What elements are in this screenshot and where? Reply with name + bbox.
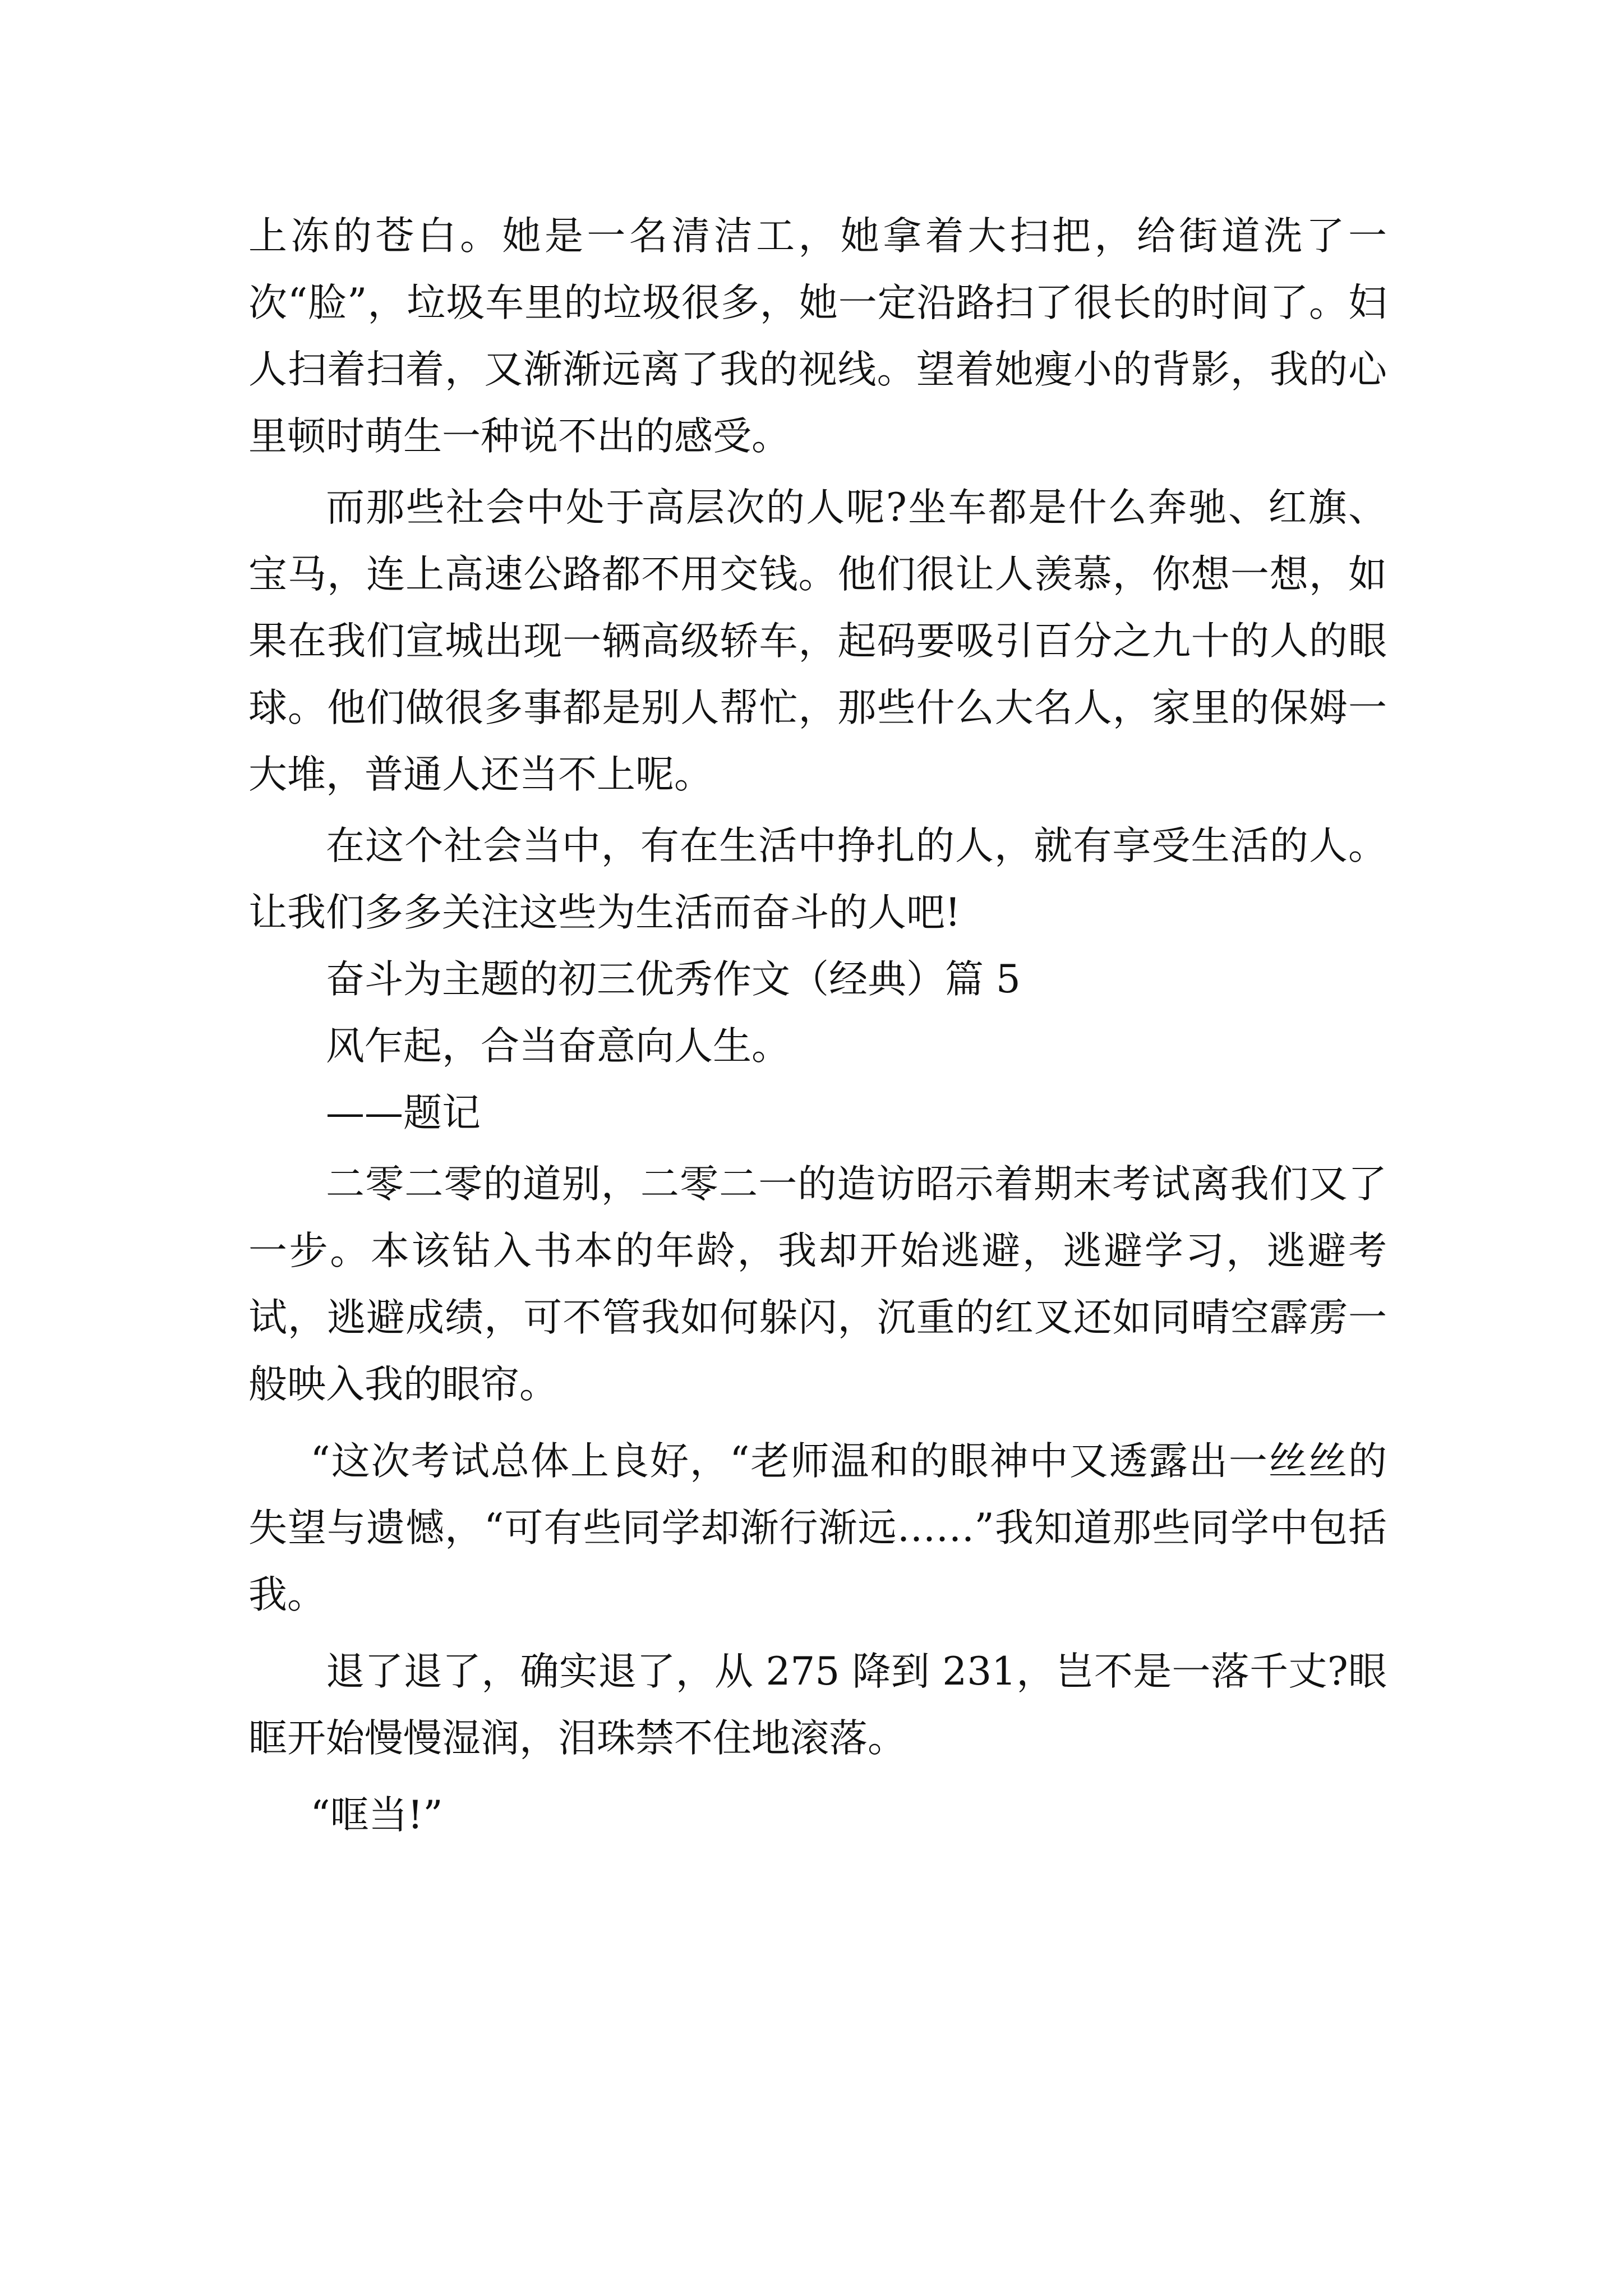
paragraph-score-drop: 退了退了，确实退了，从 275 降到 231，岂不是一落千丈?眼眶开始慢慢湿润，泪珠禁不住地滚落。 <box>248 1649 1387 1761</box>
paragraph-high-society: 而那些社会中处于高层次的人呢?坐车都是什么奔驰、红旗、宝马，连上高速公路都不用交钱。他们很让人羡慕，你想一想，如果在我们宣城出现一辆高级轿车，起码要吸引百分之九十的人的眼球。他们做很多事都是别人帮忙，那些什么大名人，家里的保姆一大堆，普通人还当不上呢。 <box>248 485 1387 797</box>
paragraph-conclusion: 在这个社会当中，有在生活中挣扎的人，就有享受生活的人。让我们多多关注这些为生活而奋斗的人吧! <box>248 823 1387 935</box>
paragraph-sound: “哐当!” <box>310 1793 443 1838</box>
paragraph-exam-intro: 二零二零的道别，二零二一的造访昭示着期末考试离我们又了一步。本该钻入书本的年龄，我却开始逃避，逃避学习，逃避考试，逃避成绩，可不管我如何躲闪，沉重的红叉还如同晴空霹雳一般映入我的眼帘。 <box>248 1162 1387 1407</box>
paragraph-teacher-quote: “这次考试总体上良好，“老师温和的眼神中又透露出一丝丝的失望与遗憾，“可有些同学却渐行渐远……”我知道那些同学中包括我。 <box>248 1439 1387 1617</box>
essay-heading: 奋斗为主题的初三优秀作文（经典）篇 5 <box>326 957 1021 1002</box>
epigraph-attribution: ——题记 <box>326 1091 481 1135</box>
paragraph-continuation: 上冻的苍白。她是一名清洁工，她拿着大扫把，给街道洗了一次“脸”，垃圾车里的垃圾很多，她一定沿路扫了很长的时间了。妇人扫着扫着，又渐渐远离了我的视线。望着她瘦小的背影，我的心里顿时萌生一种说不出的感受。 <box>248 214 1387 459</box>
epigraph-line: 风乍起，合当奋意向人生。 <box>326 1024 790 1069</box>
document-body <box>248 203 1387 1849</box>
